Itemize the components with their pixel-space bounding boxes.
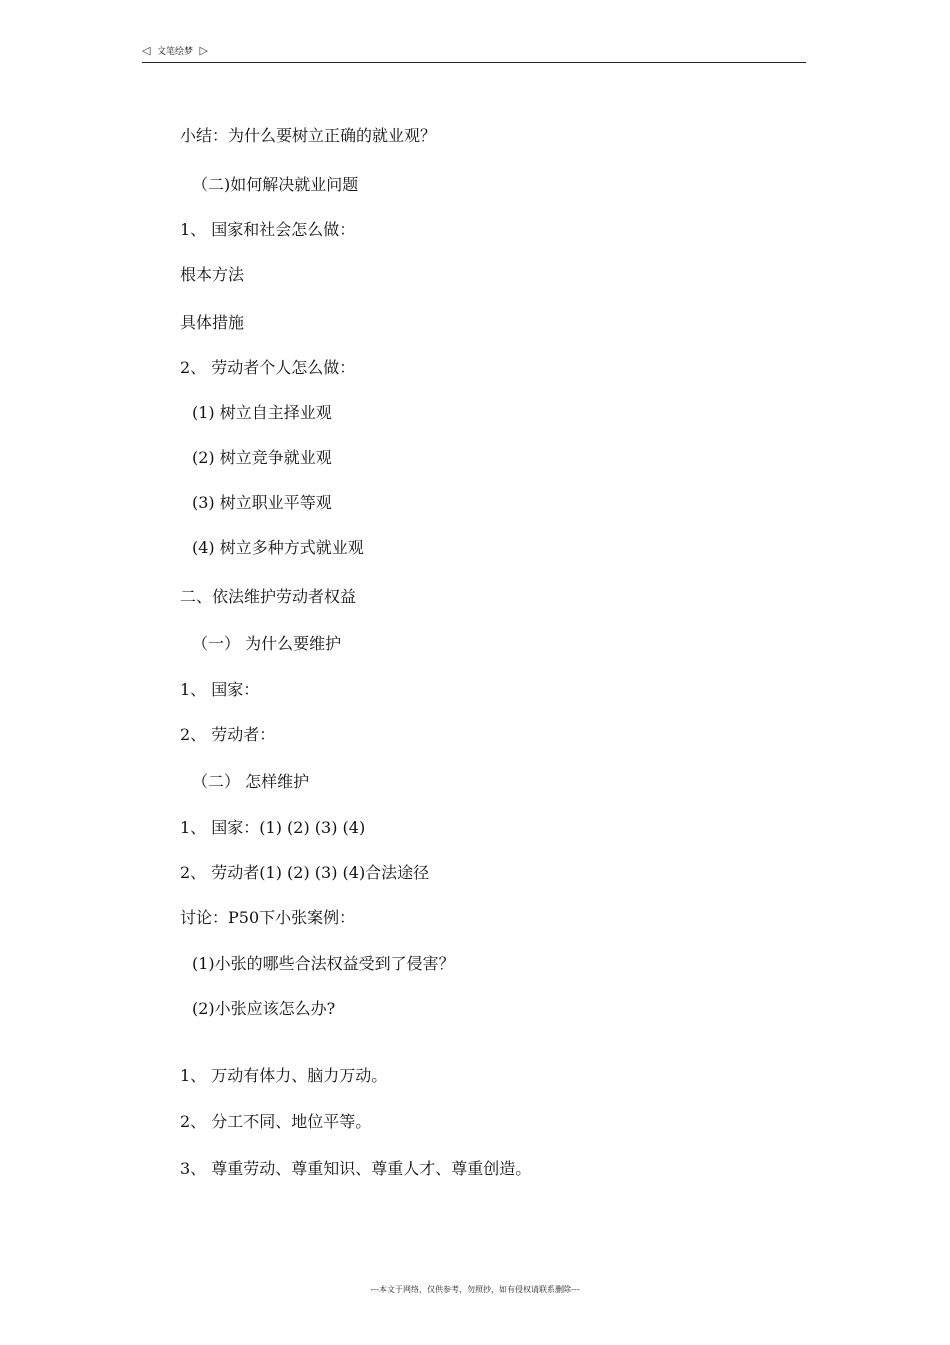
page-footer: ---本文于网络，仅供参考，勿照抄，如有侵权请联系删除---: [370, 1285, 580, 1294]
list-item: 2、 分工不同、地位平等。: [180, 1112, 372, 1131]
section-heading: （二)如何解决就业问题: [192, 175, 359, 194]
header-title: 文笔绘梦: [156, 47, 193, 57]
list-item: 2、 劳动者(1) (2) (3) (4)合法途径: [180, 863, 430, 882]
list-item: (1)小张的哪些合法权益受到了侵害？: [192, 954, 455, 973]
page-header: [142, 44, 806, 63]
list-item: 1、 国家：: [180, 680, 260, 699]
list-item: (1) 树立自主择业观: [192, 403, 332, 422]
summary-question: 小结：为什么要树立正确的就业观？: [180, 126, 437, 145]
list-item: (2)小张应该怎么办?: [192, 999, 336, 1018]
section-heading: （一） 为什么要维护: [192, 634, 342, 653]
section-heading: （二） 怎样维护: [192, 772, 310, 791]
list-item: 2、 劳动者：: [180, 725, 276, 744]
list-item: (3) 树立职业平等观: [192, 493, 332, 512]
list-item: (2) 树立竞争就业观: [192, 448, 332, 467]
text-line: 具体措施: [180, 313, 245, 332]
section-heading: 二、依法维护劳动者权益: [180, 587, 357, 606]
discussion-heading: 讨论：P50下小张案例：: [180, 908, 356, 927]
text-line: 根本方法: [180, 265, 245, 284]
list-item: 2、 劳动者个人怎么做：: [180, 358, 356, 377]
list-item: 3、 尊重劳动、尊重知识、尊重人才、尊重创造。: [180, 1159, 532, 1178]
left-triangle-icon: ◁: [142, 44, 151, 57]
header-brand: [142, 44, 208, 57]
list-item: 1、 国家：(1) (2) (3) (4): [180, 818, 366, 837]
list-item: 1、 国家和社会怎么做：: [180, 220, 356, 239]
right-triangle-icon: ▷: [199, 44, 208, 57]
list-item: (4) 树立多种方式就业观: [192, 538, 364, 557]
list-item: 1、 万动有体力、脑力万动。: [180, 1066, 388, 1085]
